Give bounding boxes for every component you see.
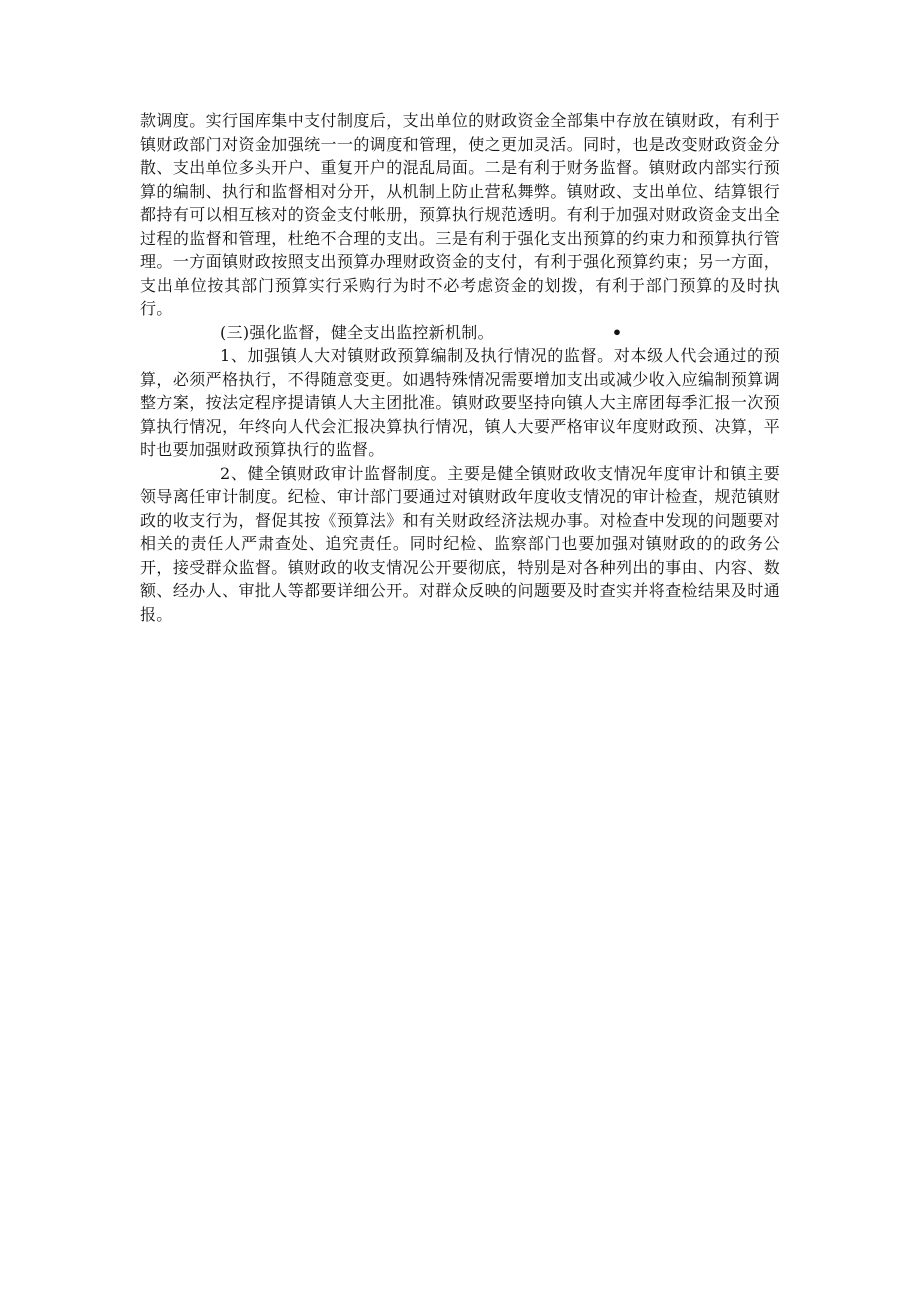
body-text [140, 109, 780, 626]
bullet-mark: • [611, 322, 623, 342]
paragraph-npc-supervision: 1、加强镇人大对镇财政预算编制及执行情况的监督。对本级人代会通过的预算，必须严格执行，不得随意变更。如遇特殊情况需要增加支出或减少收入应编制预算调整方案，按法定程序提请镇人大主团批准。镇财政要坚持向镇人大主席团每季汇报一次预算执行情况，年终向人代会汇报决算执行情况，镇人大要严格审议年度财政预、决算，平时也要加强财政预算执行的监督。 [140, 346, 780, 459]
paragraph-audit-supervision: 2、健全镇财政审计监督制度。主要是健全镇财政收支情况年度审计和镇主要领导离任审计制度。纪检、审计部门要通过对镇财政年度收支情况的审计检查，规范镇财政的收支行为，督促其按《预算法》和有关财政经济法规办事。对检查中发现的问题要对相关的责任人严肃查处、追究责任。同时纪检、监察部门也要加强对镇财政的的政务公开，接受群众监督。镇财政的收支情况公开要彻底，特别是对各种列出的事由、内容、数额、经办人、审批人等都要详细公开。对群众反映的问题要及时查实并将查检结果及时通报。 [140, 463, 780, 624]
paragraph-fiscal-payment: 款调度。实行国库集中支付制度后，支出单位的财政资金全部集中存放在镇财政，有利于镇财政部门对资金加强统一一的调度和管理，使之更加灵活。同时，也是改变财政资金分散、支出单位多头开户、重复开户的混乱局面。二是有利于财务监督。镇财政内部实行预算的编制、执行和监督相对分开，从机制上防止营私舞弊。镇财政、支出单位、结算银行都持有可以相互核对的资金支付帐册，预算执行规范透明。有利于加强对财政资金支出全过程的监督和管理，杜绝不合理的支出。三是有利于强化支出预算的约束力和预算执行管理。一方面镇财政按照支出预算办理财政资金的支付，有利于强化预算约束；另一方面，支出单位按其部门预算实行采购行为时不必考虑资金的划拨，有利于部门预算的及时执行。 [140, 111, 780, 318]
section-heading-supervision [140, 321, 780, 345]
section-heading-text: (三)强化监督，健全支出监控新机制。 [220, 322, 494, 342]
